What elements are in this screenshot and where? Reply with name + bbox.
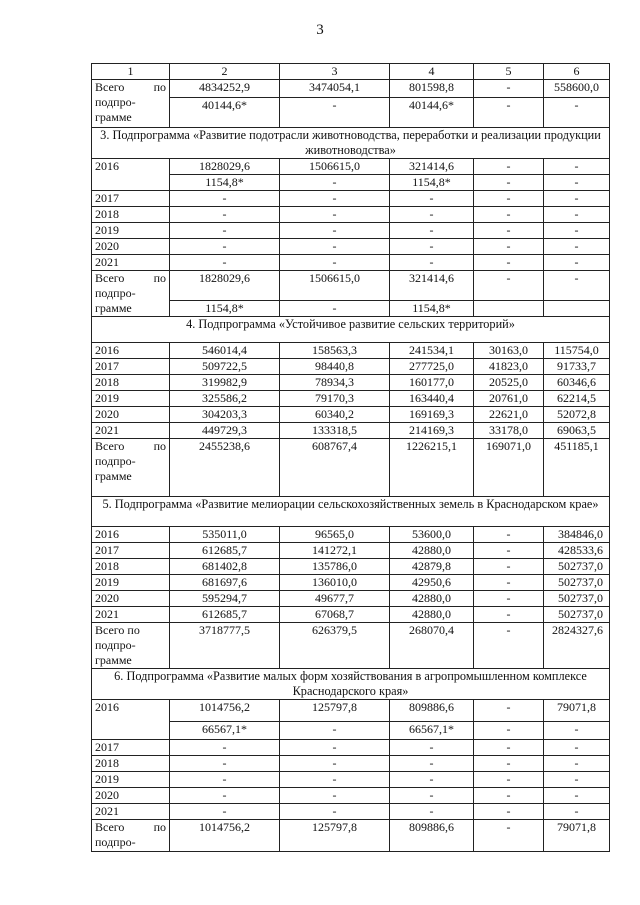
table-cell: 79071,8 — [544, 700, 610, 722]
table-cell: - — [474, 820, 544, 852]
table-row — [92, 527, 610, 543]
table-cell: - — [474, 80, 544, 98]
table-cell: - — [544, 772, 610, 788]
table-row — [92, 788, 610, 804]
table-row — [92, 391, 610, 407]
table-cell: 1506615,0 — [280, 271, 390, 301]
table-cell: - — [474, 207, 544, 223]
table-cell: 1154,8* — [390, 301, 474, 317]
table-cell: 40144,6* — [170, 98, 280, 128]
table-row — [92, 239, 610, 255]
table-cell: 612685,7 — [170, 607, 280, 623]
year-cell: 2019 — [92, 223, 170, 239]
table-cell: - — [544, 159, 610, 175]
table-row — [92, 804, 610, 820]
table-cell: - — [280, 191, 390, 207]
year-cell: 2017 — [92, 740, 170, 756]
table-cell: - — [390, 239, 474, 255]
table-row — [92, 722, 610, 740]
table-cell: - — [390, 772, 474, 788]
table-cell: 33178,0 — [474, 423, 544, 439]
table-row — [92, 439, 610, 497]
table-cell: 125797,8 — [280, 700, 390, 722]
year-cell: 2019 — [92, 391, 170, 407]
section-title-row — [92, 317, 610, 343]
column-number: 5 — [474, 64, 544, 80]
table-cell: 304203,3 — [170, 407, 280, 423]
year-cell: 2020 — [92, 407, 170, 423]
table-row — [92, 740, 610, 756]
table-cell: - — [280, 223, 390, 239]
table-row — [92, 543, 610, 559]
table-cell: 595294,7 — [170, 591, 280, 607]
year-cell: 2017 — [92, 359, 170, 375]
table-cell: - — [544, 239, 610, 255]
table-cell: 20525,0 — [474, 375, 544, 391]
year-cell: 2020 — [92, 591, 170, 607]
budget-table — [91, 63, 610, 852]
column-number-row — [92, 64, 610, 80]
table-cell: - — [474, 740, 544, 756]
table-cell: 52072,8 — [544, 407, 610, 423]
table-cell: 2455238,6 — [170, 439, 280, 497]
total-label: Всего по подпро- — [92, 820, 170, 852]
table-cell: 98440,8 — [280, 359, 390, 375]
table-cell: 62214,5 — [544, 391, 610, 407]
table-cell: 66567,1* — [390, 722, 474, 740]
table-cell: - — [390, 788, 474, 804]
table-cell: 558600,0 — [544, 80, 610, 98]
year-cell: 2017 — [92, 543, 170, 559]
table-cell — [474, 301, 544, 317]
table-cell: 626379,5 — [280, 623, 390, 669]
table-cell: 325586,2 — [170, 391, 280, 407]
table-cell: - — [544, 191, 610, 207]
table-cell: 241534,1 — [390, 343, 474, 359]
table-cell: 49677,7 — [280, 591, 390, 607]
table-cell: 608767,4 — [280, 439, 390, 497]
table-cell: 451185,1 — [544, 439, 610, 497]
table-row — [92, 191, 610, 207]
table-row — [92, 223, 610, 239]
table-cell: - — [390, 255, 474, 271]
table-cell: 79071,8 — [544, 820, 610, 852]
table-cell: - — [390, 191, 474, 207]
table-cell: 20761,0 — [474, 391, 544, 407]
table-cell: - — [390, 223, 474, 239]
table-cell: 125797,8 — [280, 820, 390, 852]
table-cell: 502737,0 — [544, 607, 610, 623]
table-cell: - — [474, 239, 544, 255]
table-cell: - — [280, 740, 390, 756]
table-cell: 22621,0 — [474, 407, 544, 423]
table-cell: - — [280, 255, 390, 271]
table-cell: - — [474, 591, 544, 607]
table-cell: 53600,0 — [390, 527, 474, 543]
column-number: 6 — [544, 64, 610, 80]
table-cell: - — [544, 722, 610, 740]
table-cell: 158563,3 — [280, 343, 390, 359]
table-row — [92, 423, 610, 439]
table-cell: 169169,3 — [390, 407, 474, 423]
total-label: Всего по подпро- грамме — [92, 80, 170, 128]
table-cell: - — [280, 207, 390, 223]
table-cell: 1154,8* — [170, 175, 280, 191]
table-cell: - — [390, 756, 474, 772]
table-cell: 169071,0 — [474, 439, 544, 497]
table-cell: 321414,6 — [390, 271, 474, 301]
table-cell: - — [474, 159, 544, 175]
table-row — [92, 359, 610, 375]
table-cell: 384846,0 — [544, 527, 610, 543]
table-row — [92, 623, 610, 669]
table-cell: - — [170, 255, 280, 271]
table-cell: 1014756,2 — [170, 820, 280, 852]
section-title: 3. Подпрограмма «Развитие подотрасли животноводства, переработки и реализации продукции животноводства» — [92, 128, 610, 159]
table-cell: - — [474, 623, 544, 669]
table-cell — [544, 301, 610, 317]
table-cell: 136010,0 — [280, 575, 390, 591]
section-title: 5. Подпрограмма «Развитие мелиорации сельскохозяйственных земель в Краснодарском крае» — [92, 497, 610, 527]
table-cell: - — [544, 207, 610, 223]
year-cell: 2020 — [92, 239, 170, 255]
table-row — [92, 559, 610, 575]
table-cell: 277725,0 — [390, 359, 474, 375]
section-title-row — [92, 497, 610, 527]
total-label: Всего по подпро- грамме — [92, 271, 170, 317]
year-cell: 2017 — [92, 191, 170, 207]
table-cell: 1226215,1 — [390, 439, 474, 497]
year-cell: 2018 — [92, 375, 170, 391]
table-cell: - — [474, 804, 544, 820]
table-row — [92, 607, 610, 623]
table-cell: 66567,1* — [170, 722, 280, 740]
table-cell: - — [280, 175, 390, 191]
table-cell: 1154,8* — [390, 175, 474, 191]
table-cell: 163440,4 — [390, 391, 474, 407]
total-label: Всего по подпро- грамме — [92, 439, 170, 497]
table-cell: 96565,0 — [280, 527, 390, 543]
table-cell: 612685,7 — [170, 543, 280, 559]
year-cell: 2016 — [92, 159, 170, 191]
table-cell: - — [170, 756, 280, 772]
table-cell: 801598,8 — [390, 80, 474, 98]
table-cell: 1014756,2 — [170, 700, 280, 722]
table-cell: - — [544, 98, 610, 128]
table-cell: - — [544, 804, 610, 820]
table-cell: 42950,6 — [390, 575, 474, 591]
table-cell: - — [280, 239, 390, 255]
year-cell: 2018 — [92, 207, 170, 223]
table-cell: - — [544, 756, 610, 772]
table-cell: - — [280, 804, 390, 820]
table-cell: 214169,3 — [390, 423, 474, 439]
table-cell: 809886,6 — [390, 820, 474, 852]
year-cell: 2018 — [92, 559, 170, 575]
year-cell: 2021 — [92, 607, 170, 623]
table-row — [92, 159, 610, 175]
table-cell: 502737,0 — [544, 559, 610, 575]
table-cell: 42879,8 — [390, 559, 474, 575]
year-cell: 2021 — [92, 423, 170, 439]
table-cell: - — [544, 175, 610, 191]
table-cell: 428533,6 — [544, 543, 610, 559]
table-row — [92, 700, 610, 722]
table-cell: 41823,0 — [474, 359, 544, 375]
table-cell: - — [170, 740, 280, 756]
year-cell: 2016 — [92, 343, 170, 359]
table-cell: 546014,4 — [170, 343, 280, 359]
table-cell: 1154,8* — [170, 301, 280, 317]
table-cell: 69063,5 — [544, 423, 610, 439]
table-cell: 1506615,0 — [280, 159, 390, 175]
table-cell: 1828029,6 — [170, 159, 280, 175]
table-cell: - — [280, 788, 390, 804]
table-cell: - — [474, 575, 544, 591]
table-cell: 681402,8 — [170, 559, 280, 575]
table-cell: 535011,0 — [170, 527, 280, 543]
table-cell: - — [474, 175, 544, 191]
year-cell: 2018 — [92, 756, 170, 772]
table-cell: 30163,0 — [474, 343, 544, 359]
table-cell: 449729,3 — [170, 423, 280, 439]
table-cell: - — [170, 772, 280, 788]
table-row — [92, 207, 610, 223]
table-cell: - — [280, 756, 390, 772]
column-number: 3 — [280, 64, 390, 80]
table-cell: 115754,0 — [544, 343, 610, 359]
table-cell: 42880,0 — [390, 591, 474, 607]
table-cell: 3474054,1 — [280, 80, 390, 98]
table-cell: 79170,3 — [280, 391, 390, 407]
section-title-row — [92, 669, 610, 700]
table-row — [92, 98, 610, 128]
table-cell: - — [474, 559, 544, 575]
table-cell: - — [474, 191, 544, 207]
table-row — [92, 343, 610, 359]
column-number: 1 — [92, 64, 170, 80]
table-cell: - — [474, 98, 544, 128]
table-cell: - — [474, 788, 544, 804]
section-title: 6. Подпрограмма «Развитие малых форм хозяйствования в агропромышленном комплексе Краснодарского края» — [92, 669, 610, 700]
table-cell: - — [474, 772, 544, 788]
table-cell: 42880,0 — [390, 543, 474, 559]
table-cell: 502737,0 — [544, 591, 610, 607]
table-cell: - — [474, 223, 544, 239]
table-cell: - — [280, 772, 390, 788]
table-cell: - — [544, 255, 610, 271]
table-cell: 268070,4 — [390, 623, 474, 669]
column-number: 4 — [390, 64, 474, 80]
table-row — [92, 575, 610, 591]
table-cell: - — [390, 207, 474, 223]
table-row — [92, 375, 610, 391]
table-cell: 135786,0 — [280, 559, 390, 575]
table-cell: 42880,0 — [390, 607, 474, 623]
table-cell: 2824327,6 — [544, 623, 610, 669]
section-title-row — [92, 128, 610, 159]
table-cell: 60340,2 — [280, 407, 390, 423]
table-cell: - — [170, 223, 280, 239]
table-cell: - — [280, 722, 390, 740]
table-cell: - — [390, 740, 474, 756]
table-cell: - — [474, 756, 544, 772]
table-cell: 4834252,9 — [170, 80, 280, 98]
table-cell: 40144,6* — [390, 98, 474, 128]
year-cell: 2019 — [92, 772, 170, 788]
table-row — [92, 271, 610, 301]
table-cell: 60346,6 — [544, 375, 610, 391]
table-cell: 809886,6 — [390, 700, 474, 722]
table-cell: 141272,1 — [280, 543, 390, 559]
table-row — [92, 255, 610, 271]
year-cell: 2016 — [92, 700, 170, 740]
table-cell: 91733,7 — [544, 359, 610, 375]
table-cell: 133318,5 — [280, 423, 390, 439]
table-cell: - — [474, 700, 544, 722]
table-cell: - — [170, 804, 280, 820]
table-row — [92, 772, 610, 788]
year-cell: 2016 — [92, 527, 170, 543]
table-cell: - — [170, 788, 280, 804]
table-cell: - — [474, 271, 544, 301]
table-cell: 67068,7 — [280, 607, 390, 623]
table-cell: - — [544, 271, 610, 301]
table-cell: - — [544, 788, 610, 804]
total-label: Всего по подпро- грамме — [92, 623, 170, 669]
table-row — [92, 301, 610, 317]
table-row — [92, 591, 610, 607]
year-cell: 2021 — [92, 804, 170, 820]
table-row — [92, 175, 610, 191]
table-row — [92, 80, 610, 98]
table-cell: 78934,3 — [280, 375, 390, 391]
year-cell: 2020 — [92, 788, 170, 804]
table-cell: - — [474, 255, 544, 271]
table-cell: - — [474, 527, 544, 543]
table-row — [92, 756, 610, 772]
table-cell: - — [474, 543, 544, 559]
table-cell: 3718777,5 — [170, 623, 280, 669]
table-cell: - — [170, 239, 280, 255]
table-cell: - — [474, 722, 544, 740]
table-cell: - — [280, 301, 390, 317]
table-cell: 160177,0 — [390, 375, 474, 391]
table-cell: 681697,6 — [170, 575, 280, 591]
table-cell: - — [390, 804, 474, 820]
column-number: 2 — [170, 64, 280, 80]
table-row — [92, 407, 610, 423]
table-cell: 319982,9 — [170, 375, 280, 391]
table-cell: - — [474, 607, 544, 623]
table-cell: - — [280, 98, 390, 128]
table-cell: - — [170, 191, 280, 207]
table-cell: 509722,5 — [170, 359, 280, 375]
year-cell: 2021 — [92, 255, 170, 271]
section-title: 4. Подпрограмма «Устойчивое развитие сельских территорий» — [92, 317, 610, 343]
table-cell: - — [544, 740, 610, 756]
page-number: 3 — [316, 22, 324, 38]
table-cell: 502737,0 — [544, 575, 610, 591]
table-row — [92, 820, 610, 852]
table-cell: 321414,6 — [390, 159, 474, 175]
table-cell: - — [170, 207, 280, 223]
table-cell: - — [544, 223, 610, 239]
table-cell: 1828029,6 — [170, 271, 280, 301]
year-cell: 2019 — [92, 575, 170, 591]
